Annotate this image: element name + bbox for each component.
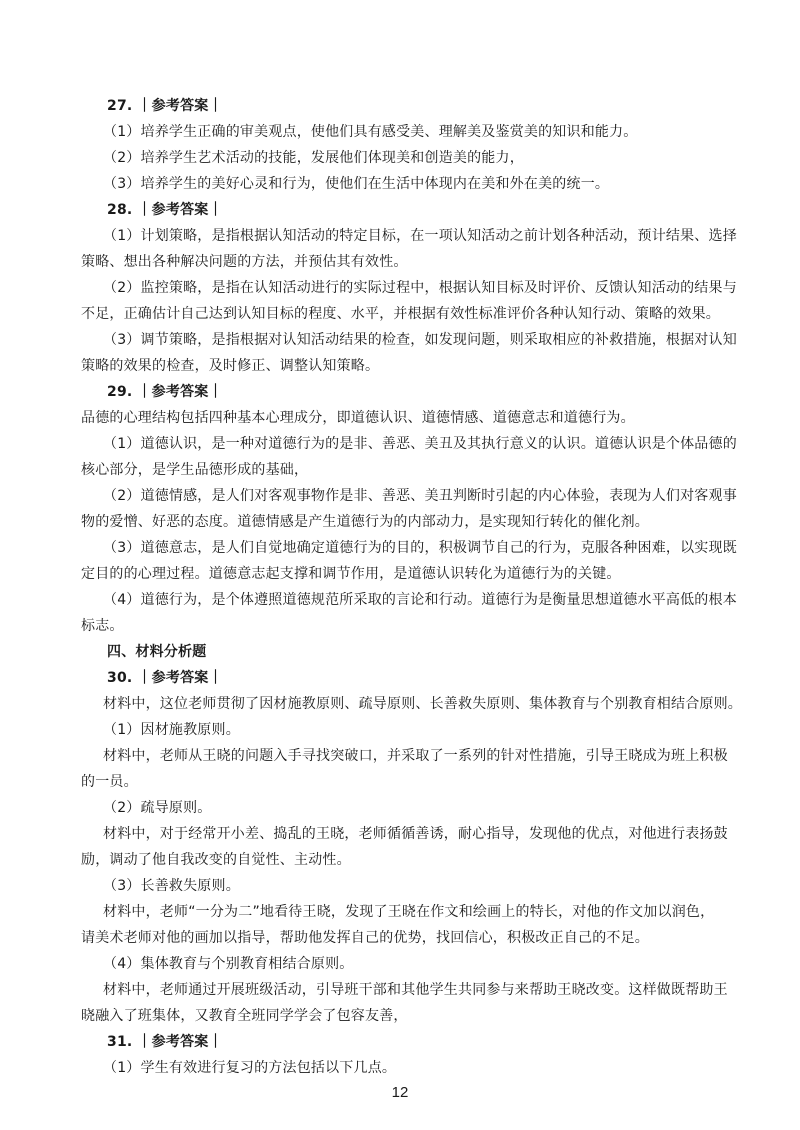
page-number: 12 bbox=[391, 1084, 409, 1101]
q27-item-3: （3）培养学生的美好心灵和行为，使他们在生活中体现内在美和外在美的统一。 bbox=[103, 176, 610, 192]
q28-p1-line1: （1）计划策略，是指根据认知活动的特定目标，在一项认知活动之前计划各种活动，预计结果、选择 bbox=[103, 228, 737, 244]
section-4-heading: 四、材料分析题 bbox=[107, 644, 207, 660]
q30-t4-line1: 材料中，老师通过开展班级活动，引导班干部和其他学生共同参与来帮助王晓改变。这样做既帮助王 bbox=[103, 982, 728, 998]
q29-p3-line2: 定目的的心理过程。道德意志起支撑和调节作用，是道德认识转化为道德行为的关键。 bbox=[81, 566, 621, 582]
q28-p3-line2: 策略的效果的检查，及时修正、调整认知策略。 bbox=[81, 358, 380, 374]
q30-h3: （3）长善救失原则。 bbox=[103, 878, 240, 894]
q30-h4: （4）集体教育与个别教育相结合原则。 bbox=[103, 956, 354, 972]
q30-t2-line2: 励，调动了他自我改变的自觉性、主动性。 bbox=[81, 852, 351, 868]
q31-p1: （1）学生有效进行复习的方法包括以下几点。 bbox=[103, 1060, 397, 1076]
q29-p1-line2: 核心部分，是学生品德形成的基础， bbox=[81, 462, 309, 478]
q30-intro: 材料中，这位老师贯彻了因材施教原则、疏导原则、长善救失原则、集体教育与个别教育相结合原则。 bbox=[103, 696, 742, 712]
page-content bbox=[81, 93, 742, 1081]
q30-t4-line2: 晓融入了班集体，又教育全班同学学会了包容友善， bbox=[81, 1008, 408, 1024]
q28-p1-line2: 策略、想出各种解决问题的方法，并预估其有效性。 bbox=[81, 254, 408, 270]
q28-p2-line1: （2）监控策略，是指在认知活动进行的实际过程中，根据认知目标及时评价、反馈认知活动的结果与 bbox=[103, 280, 737, 296]
q30-h1: （1）因材施教原则。 bbox=[103, 722, 240, 738]
q29-heading: 29. ｜参考答案｜ bbox=[107, 384, 223, 400]
q30-t3-line1: 材料中，老师“一分为二”地看待王晓，发现了王晓在作文和绘画上的特长，对他的作文加以润色， bbox=[103, 904, 715, 920]
q27-heading: 27. ｜参考答案｜ bbox=[107, 98, 223, 114]
q30-t1-line1: 材料中，老师从王晓的问题入手寻找突破口，并采取了一系列的针对性措施，引导王晓成为班上积极 bbox=[103, 748, 728, 764]
q28-heading: 28. ｜参考答案｜ bbox=[107, 202, 223, 218]
q29-p3-line1: （3）道德意志，是人们自觉地确定道德行为的目的，积极调节自己的行为，克服各种困难，以实现既 bbox=[103, 540, 737, 556]
q29-p4-line2: 标志。 bbox=[81, 618, 124, 634]
q30-h2: （2）疏导原则。 bbox=[103, 800, 212, 816]
q29-p2-line2: 物的爱憎、好恶的态度。道德情感是产生道德行为的内部动力，是实现知行转化的催化剂。 bbox=[81, 514, 649, 530]
q31-heading: 31. ｜参考答案｜ bbox=[107, 1034, 223, 1050]
q30-t2-line1: 材料中，对于经常开小差、捣乱的王晓，老师循循善诱，耐心指导，发现他的优点，对他进行表扬鼓 bbox=[103, 826, 728, 842]
q30-heading: 30. ｜参考答案｜ bbox=[107, 670, 223, 686]
q28-p3-line1: （3）调节策略，是指根据对认知活动结果的检查，如发现问题，则采取相应的补救措施，根据对认知 bbox=[103, 332, 737, 348]
q27-item-2: （2）培养学生艺术活动的技能，发展他们体现美和创造美的能力， bbox=[103, 150, 524, 166]
q28-p2-line2: 不足，正确估计自己达到认知目标的程度、水平，并根据有效性标准评价各种认知行动、策略的效果。 bbox=[81, 306, 720, 322]
q29-p1-line1: （1）道德认识，是一种对道德行为的是非、善恶、美丑及其执行意义的认识。道德认识是个体品德的 bbox=[103, 436, 737, 452]
q30-t3-line2: 请美术老师对他的画加以指导，帮助他发挥自己的优势，找回信心，积极改正自己的不足。 bbox=[81, 930, 649, 946]
q30-t1-line2: 的一员。 bbox=[81, 774, 138, 790]
q27-item-1: （1）培养学生正确的审美观点，使他们具有感受美、理解美及鉴赏美的知识和能力。 bbox=[103, 124, 638, 140]
q29-p2-line1: （2）道德情感，是人们对客观事物作是非、善恶、美丑判断时引起的内心体验，表现为人们对客观事 bbox=[103, 488, 737, 504]
q29-intro: 品德的心理结构包括四种基本心理成分，即道德认识、道德情感、道德意志和道德行为。 bbox=[81, 410, 635, 426]
q29-p4-line1: （4）道德行为，是个体遵照道德规范所采取的言论和行动。道德行为是衡量思想道德水平高低的根本 bbox=[103, 592, 737, 608]
